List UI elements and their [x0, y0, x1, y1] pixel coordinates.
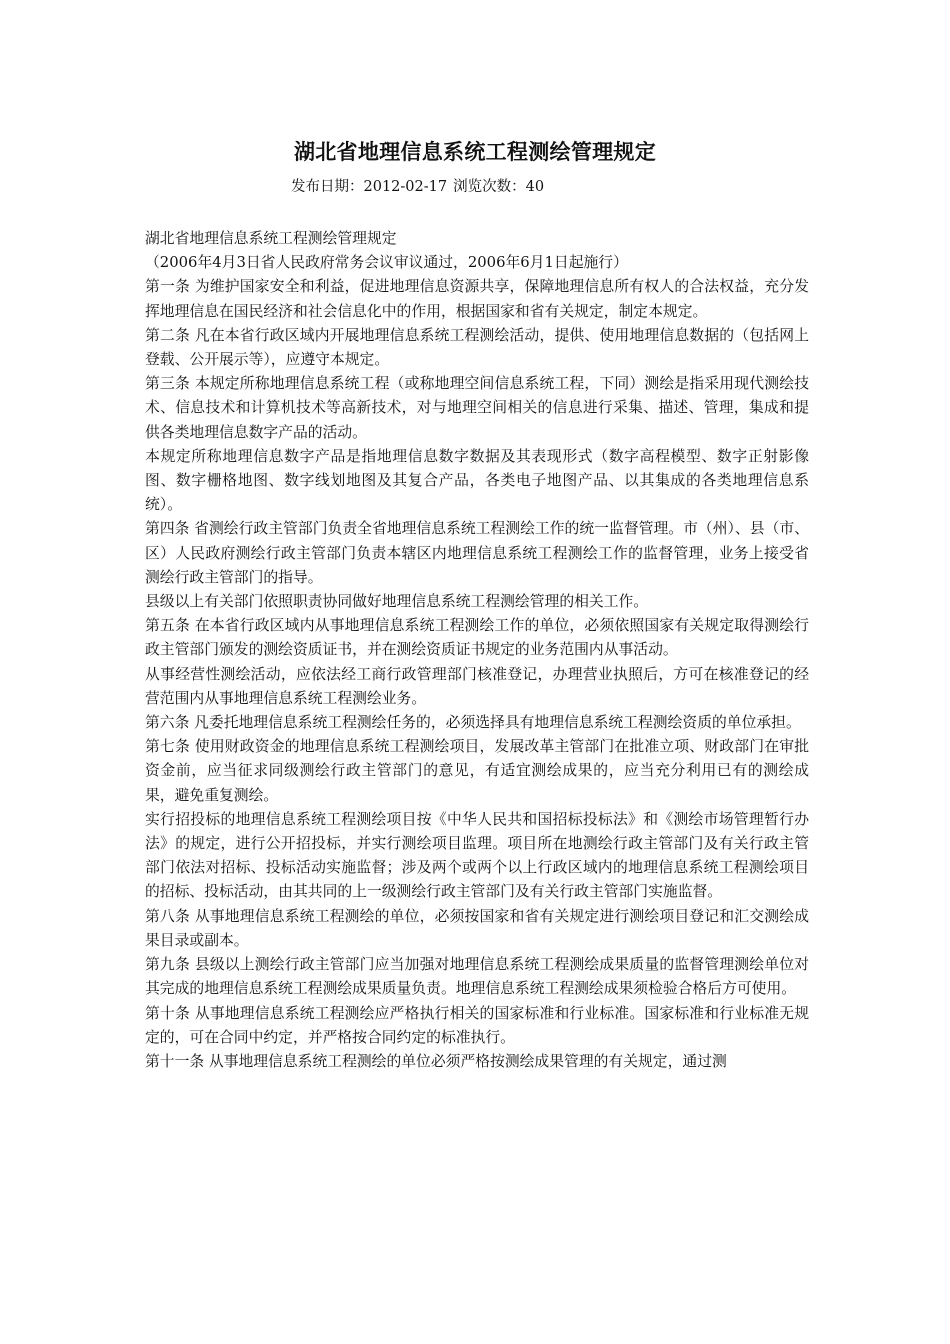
paragraph: 第八条 从事地理信息系统工程测绘的单位，必须按国家和省有关规定进行测绘项目登记和汇交测绘成果目录或副本。 [145, 907, 809, 949]
paragraph: 第三条 本规定所称地理信息系统工程（或称地理空间信息系统工程，下同）测绘是指采用现代测绘技术、信息技术和计算机技术等高新技术，对与地理空间相关的信息进行采集、描述、管理，集成和提供各类地理信息数字产品的活动。 [145, 375, 809, 441]
paragraph: 县级以上有关部门依照职责协同做好地理信息系统工程测绘管理的相关工作。 [145, 593, 649, 611]
paragraph: 第九条 县级以上测绘行政主管部门应当加强对地理信息系统工程测绘成果质量的监督管理测绘单位对其完成的地理信息系统工程测绘成果质量负责。地理信息系统工程测绘成果须检验合格后方可使用。 [145, 956, 809, 998]
document-body [145, 227, 809, 1074]
publish-date-label: 发布日期： [291, 179, 364, 195]
view-count: 40 [525, 179, 545, 195]
paragraph: （2006年4月3日省人民政府常务会议审议通过，2006年6月1日起施行） [145, 254, 628, 272]
paragraph: 本规定所称地理信息数字产品是指地理信息数字数据及其表现形式（数字高程模型、数字正射影像图、数字栅格地图、数字线划地图及其复合产品，各类电子地图产品、以其集成的各类地理信息系统）。 [145, 447, 809, 514]
publish-date: 2012-02-17 [363, 179, 448, 195]
paragraph: 第七条 使用财政资金的地理信息系统工程测绘项目，发展改革主管部门在批准立项、财政部门在审批资金前，应当征求同级测绘行政主管部门的意见，有适宜测绘成果的，应当充分利用已有的测绘成果，避免重复测绘。 [145, 738, 809, 804]
paragraph: 第十一条 从事地理信息系统工程测绘的单位必须严格按测绘成果管理的有关规定，通过测 [145, 1052, 727, 1070]
paragraph: 从事经营性测绘活动，应依法经工商行政管理部门核准登记，办理营业执照后，方可在核准登记的经营范围内从事地理信息系统工程测绘业务。 [145, 665, 809, 707]
paragraph: 第五条 在本省行政区域内从事地理信息系统工程测绘工作的单位，必须依照国家有关规定取得测绘行政主管部门颁发的测绘资质证书，并在测绘资质证书规定的业务范围内从事活动。 [145, 617, 809, 659]
document-title: 湖北省地理信息系统工程测绘管理规定 [293, 140, 657, 164]
view-count-label: 浏览次数： [453, 179, 526, 195]
paragraph: 第一条 为维护国家安全和利益，促进地理信息资源共享，保障地理信息所有权人的合法权益，充分发挥地理信息在国民经济和社会信息化中的作用，根据国家和省有关规定，制定本规定。 [145, 278, 809, 320]
paragraph: 第二条 凡在本省行政区域内开展地理信息系统工程测绘活动，提供、使用地理信息数据的（包括网上登载、公开展示等），应遵守本规定。 [145, 326, 809, 369]
paragraph: 实行招投标的地理信息系统工程测绘项目按《中华人民共和国招标投标法》和《测绘市场管理暂行办法》的规定，进行公开招投标，并实行测绘项目监理。项目所在地测绘行政主管部门及有关行政主管部门依法对招标、投标活动实施监督；涉及两个或两个以上行政区域内的地理信息系统工程测绘项目的招标、投标活动，由其共同的上一级测绘行政主管部门及有关行政主管部门实施监督。 [145, 810, 809, 901]
paragraph: 第十条 从事地理信息系统工程测绘应严格执行相关的国家标准和行业标准。国家标准和行业标准无规定的，可在合同中约定，并严格按合同约定的标准执行。 [145, 1004, 809, 1046]
paragraph: 第四条 省测绘行政主管部门负责全省地理信息系统工程测绘工作的统一监督管理。市（州）、县（市、区）人民政府测绘行政主管部门负责本辖区内地理信息系统工程测绘工作的监督管理，业务上接受省测绘行政主管部门的指导。 [145, 520, 809, 586]
document-meta [291, 176, 544, 198]
paragraph: 第六条 凡委托地理信息系统工程测绘任务的，必须选择具有地理信息系统工程测绘资质的单位承担。 [145, 714, 801, 732]
paragraph: 湖北省地理信息系统工程测绘管理规定 [145, 230, 397, 247]
